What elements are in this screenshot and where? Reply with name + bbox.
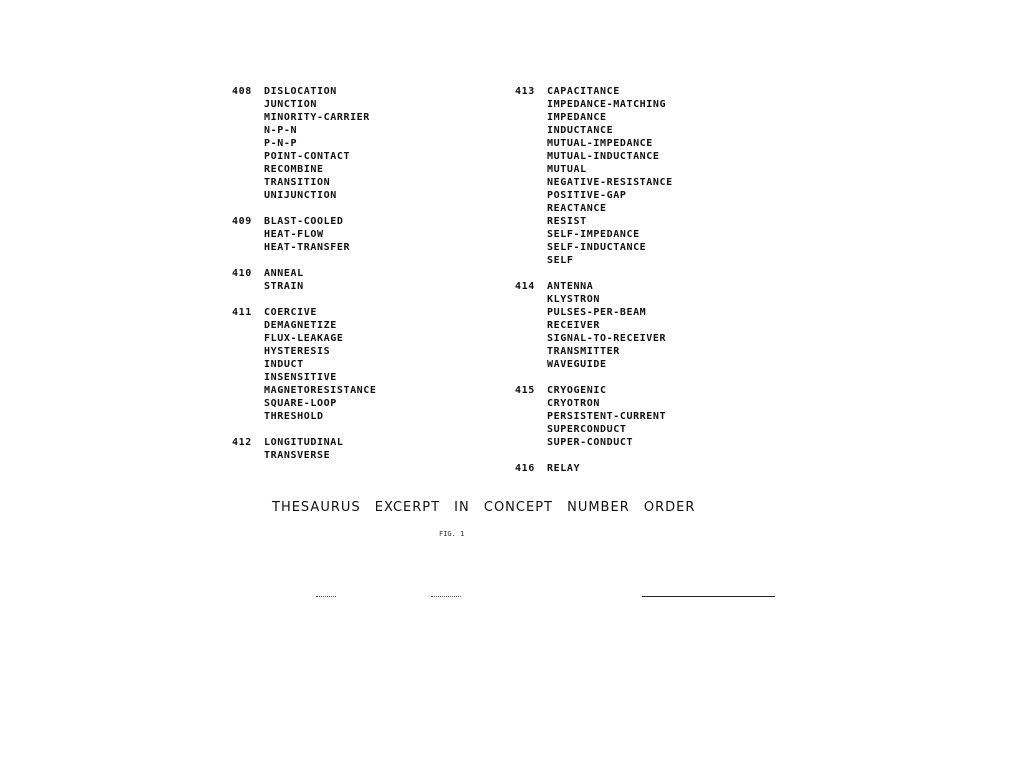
term: MUTUAL	[547, 164, 587, 175]
term: JUNCTION	[264, 99, 317, 110]
concept-group	[232, 85, 377, 202]
term: TRANSVERSE	[264, 450, 331, 461]
concept-number: 413	[515, 86, 535, 97]
term: CRYOTRON	[547, 398, 600, 409]
term: HEAT-TRANSFER	[264, 242, 351, 253]
term-list	[264, 267, 377, 293]
term: STRAIN	[264, 281, 304, 292]
concept-number: 408	[232, 86, 252, 97]
term: PERSISTENT-CURRENT	[547, 411, 667, 422]
term: SELF	[547, 255, 574, 266]
term: SUPER-CONDUCT	[547, 437, 634, 448]
concept-number: 415	[515, 385, 535, 396]
concept-number: 409	[232, 216, 252, 227]
term-list	[547, 280, 673, 371]
term: INSENSITIVE	[264, 372, 337, 383]
concept-number: 412	[232, 437, 252, 448]
term: N-P-N	[264, 125, 298, 136]
term: SQUARE-LOOP	[264, 398, 337, 409]
term: NEGATIVE-RESISTANCE	[547, 177, 673, 188]
term: P-N-P	[264, 138, 298, 149]
term: SUPERCONDUCT	[547, 424, 627, 435]
term: HEAT-FLOW	[264, 229, 324, 240]
concept-group	[232, 436, 377, 462]
term: UNIJUNCTION	[264, 190, 337, 201]
term: DEMAGNETIZE	[264, 320, 337, 331]
term: CRYOGENIC	[547, 385, 607, 396]
concept-number: 416	[515, 463, 535, 474]
term: COERCIVE	[264, 307, 317, 318]
term: MUTUAL-IMPEDANCE	[547, 138, 653, 149]
concept-group	[232, 215, 377, 254]
concept-group	[515, 384, 673, 449]
term: FLUX-LEAKAGE	[264, 333, 344, 344]
term: RESIST	[547, 216, 587, 227]
term: RECEIVER	[547, 320, 600, 331]
term: MINORITY-CARRIER	[264, 112, 370, 123]
term: BLAST-COOLED	[264, 216, 344, 227]
term: CAPACITANCE	[547, 86, 620, 97]
term-list	[264, 85, 377, 202]
term: REACTANCE	[547, 203, 607, 214]
term: THRESHOLD	[264, 411, 324, 422]
term: DISLOCATION	[264, 86, 337, 97]
term: IMPEDANCE-MATCHING	[547, 99, 667, 110]
concept-group	[515, 280, 673, 371]
term: INDUCTANCE	[547, 125, 614, 136]
figure-label: FIG. 1	[439, 530, 465, 538]
term: IMPEDANCE	[547, 112, 607, 123]
term: PULSES-PER-BEAM	[547, 307, 647, 318]
term: WAVEGUIDE	[547, 359, 607, 370]
concept-group	[515, 85, 673, 267]
term-list	[264, 215, 377, 254]
term: ANNEAL	[264, 268, 304, 279]
underline-rule	[642, 596, 775, 597]
term: TRANSMITTER	[547, 346, 620, 357]
concept-group	[232, 267, 377, 293]
term: TRANSITION	[264, 177, 331, 188]
term-list	[547, 85, 673, 267]
term-list	[547, 384, 673, 449]
concept-number: 414	[515, 281, 535, 292]
term: LONGITUDINAL	[264, 437, 344, 448]
right-column	[515, 85, 673, 488]
term: MAGNETORESISTANCE	[264, 385, 377, 396]
term: POSITIVE-GAP	[547, 190, 627, 201]
term: ANTENNA	[547, 281, 594, 292]
term-list	[264, 306, 377, 423]
dotted-rule	[431, 596, 461, 597]
term: INDUCT	[264, 359, 304, 370]
term: KLYSTRON	[547, 294, 600, 305]
term: RECOMBINE	[264, 164, 324, 175]
term: SELF-INDUCTANCE	[547, 242, 647, 253]
concept-group	[515, 462, 673, 475]
term: MUTUAL-INDUCTANCE	[547, 151, 660, 162]
term: POINT-CONTACT	[264, 151, 351, 162]
figure-caption: THESAURUS EXCERPT IN CONCEPT NUMBER ORDER	[272, 500, 696, 515]
term: SIGNAL-TO-RECEIVER	[547, 333, 667, 344]
term: SELF-IMPEDANCE	[547, 229, 640, 240]
concept-group	[232, 306, 377, 423]
term: HYSTERESIS	[264, 346, 331, 357]
left-column	[232, 85, 377, 475]
concept-number: 410	[232, 268, 252, 279]
term-list	[547, 462, 673, 475]
term-list	[264, 436, 377, 462]
dotted-rule	[316, 596, 336, 597]
term: RELAY	[547, 463, 581, 474]
concept-number: 411	[232, 307, 252, 318]
